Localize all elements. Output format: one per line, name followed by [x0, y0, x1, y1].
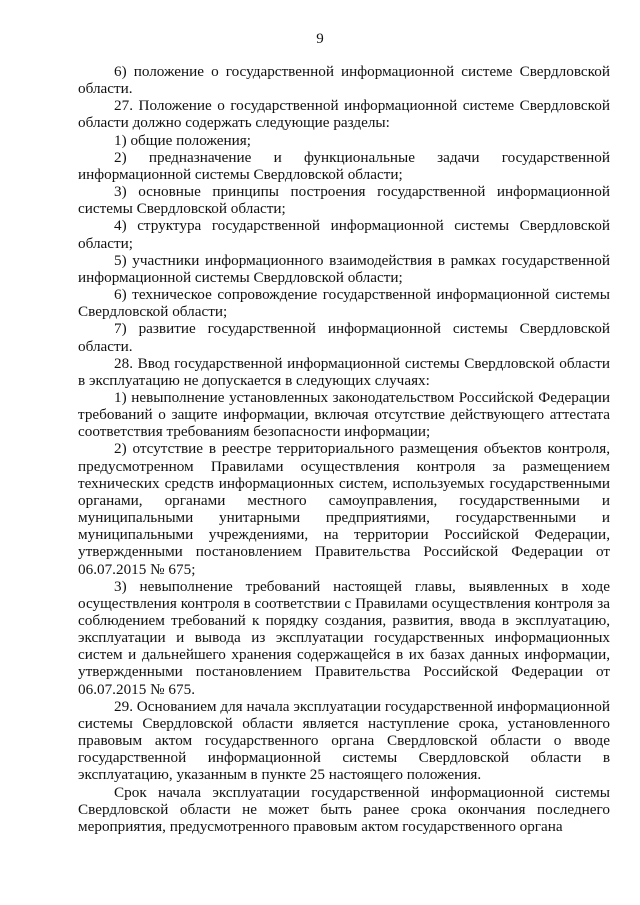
paragraph-4: 2) предназначение и функциональные задачи государственной информационной системы Свердловской области;: [78, 148, 610, 183]
paragraph-8: 6) техническое сопровождение государственной информационной системы Свердловской области;: [78, 286, 610, 321]
paragraph-11: 1) невыполнение установленных законодательством Российской Федерации требований о защите информации, включая отсутствие действующего аттестата соответствия требованиям безопасности информации;: [78, 388, 610, 441]
paragraph-3: 1) общие положения;: [114, 131, 251, 149]
page-number: 9: [316, 31, 324, 47]
paragraph-14: 29. Основанием для начала эксплуатации государственной информационной системы Свердловской области является наступление срока, установленного правовым актом государственного органа Свердловской области о вводе государственной информационной системы Свердловской области в эксплуатацию, указанным в пункте 25 настоящего положения.: [78, 697, 610, 784]
paragraph-13: 3) невыполнение требований настоящей главы, выявленных в ходе осуществления контроля в соответствии с Правилами осуществления контроля за соблюдением требований к порядку создания, развития, ввода в эксплуатацию, эксплуатации и вывода из эксплуатации государственных информационных систем и дальнейшего хранения содержащейся в их базах данных информации, утвержденными постановлением Правительства Российской Федерации от 06.07.2015 № 675.: [78, 577, 610, 698]
paragraph-12: 2) отсутствие в реестре территориального размещения объектов контроля, предусмотренном Правилами осуществления контроля за размещением технических средств информационных систем, используемых государственными органами, органами местного самоуправления, государственными и муниципальными унитарными предприятиями, государственными и муниципальными учреждениями, на территории Российской Федерации, утвержденными постановлением Правительства Российской Федерации от 06.07.2015 № 675;: [78, 440, 610, 578]
document-body: [78, 63, 610, 835]
paragraph-5: 3) основные принципы построения государственной информационной системы Свердловской области;: [78, 183, 610, 218]
paragraph-1: 6) положение о государственной информационной системе Свердловской области.: [78, 63, 610, 98]
paragraph-10: 28. Ввод государственной информационной системы Свердловской области в эксплуатацию не допускается в следующих случаях:: [78, 354, 610, 389]
paragraph-15: Срок начала эксплуатации государственной информационной системы Свердловской области не может быть ранее срока окончания последнего мероприятия, предусмотренного правовым актом государственного органа: [78, 783, 610, 835]
paragraph-2: 27. Положение о государственной информационной системе Свердловской области должно содержать следующие разделы:: [78, 97, 610, 132]
paragraph-7: 5) участники информационного взаимодействия в рамках государственной информационной системы Свердловской области;: [78, 251, 610, 286]
paragraph-9: 7) развитие государственной информационной системы Свердловской области.: [78, 320, 610, 355]
paragraph-6: 4) структура государственной информационной системы Свердловской области;: [78, 217, 610, 252]
